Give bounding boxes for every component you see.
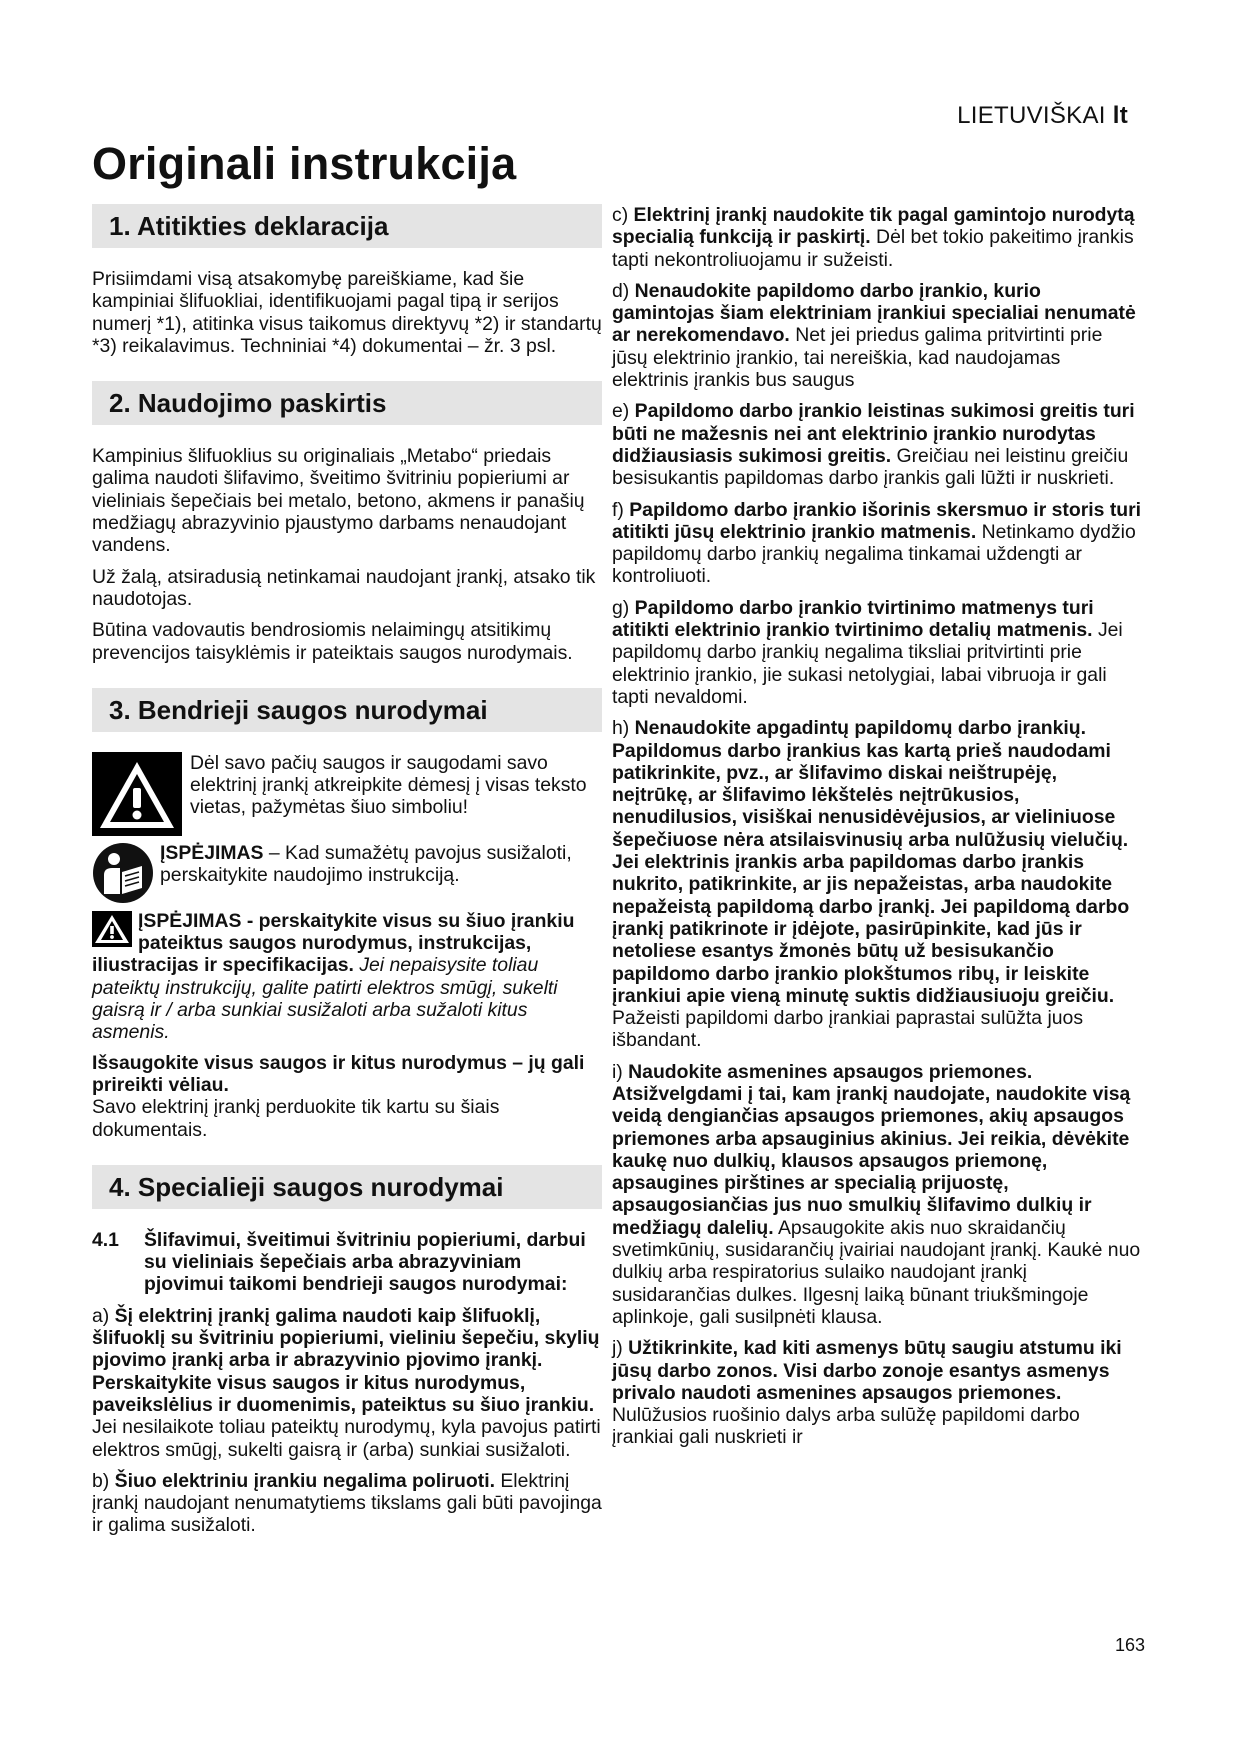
keep-instructions-bold: Išsaugokite visus saugos ir kitus nurodymus – jų gali prireikti vėliau. bbox=[92, 1051, 585, 1096]
rule-e-bold: Papildomo darbo įrankio leistinas sukimosi greitis turi būti ne mažesnis nei ant elektrinio įrankio nurodytas didžiausiasis sukimosi greitis. bbox=[612, 400, 1135, 467]
rule-c bbox=[612, 204, 1142, 271]
rule-e bbox=[612, 400, 1142, 489]
language-code: lt bbox=[1112, 102, 1128, 129]
rule-a bbox=[92, 1305, 602, 1461]
rule-c-text: Dėl bet tokio pakeitimo įrankis tapti nekontroliuojamu ir sužeisti. bbox=[612, 226, 1134, 271]
rule-b bbox=[92, 1470, 602, 1537]
rule-g-label: g) bbox=[612, 596, 635, 619]
rule-f-text: Netinkamo dydžio papildomų darbo įrankių negalima tinkamai uždengti ar kontroliuoti. bbox=[612, 520, 1136, 588]
section-1-heading: 1. Atitikties deklaracija bbox=[92, 204, 602, 248]
section-4-heading: 4. Specialieji saugos nurodymai bbox=[92, 1165, 602, 1209]
section-2-heading: 2. Naudojimo paskirtis bbox=[92, 381, 602, 425]
subsection-title: Šlifavimui, šveitimui švitriniu popieriumi, darbui su vieliniais šepečiais arba abrazyviniam pjovimui taikomi bendrieji saugos nurodymai: bbox=[144, 1228, 586, 1296]
read-manual-icon bbox=[92, 842, 154, 904]
page-number: 163 bbox=[1115, 1635, 1146, 1655]
rule-c-label: c) bbox=[612, 204, 634, 226]
attention-symbol-row bbox=[92, 752, 602, 836]
section-2-paragraph-2: Už žalą, atsiradusią netinkamai naudojant įrankį, atsako tik naudotojas. bbox=[92, 565, 596, 610]
rule-f-bold: Papildomo darbo įrankio išorinis skersmuo ir storis turi atitikti jūsų elektrinio įrankio matmenis. bbox=[612, 498, 1142, 543]
rule-g-text: Jei papildomų darbo įrankių negalima tiksliai pritvirtinti prie elektrinio įrankio, jie sukasi netolygiai, labai vibruoja ir gali tapti nevaldomi. bbox=[612, 619, 1123, 708]
rule-d-text: Net jei priedus galima pritvirtinti prie jūsų elektrinio įrankio, tai nereiškia, kad naudojamas elektrinis įrankis bus saugus bbox=[612, 324, 1103, 392]
warning-triangle-icon bbox=[92, 752, 182, 836]
left-column bbox=[92, 204, 602, 1546]
rule-h-bold: Nenaudokite apgadintų papildomų darbo įrankių. Papildomus darbo įrankius kas kartą prieš naudodami patikrinkite, pvz., ar šlifavimo diskai neištrupėję, neįtrūkę, ar šlifavimo lėkštelės neįtrūkusios, nenudilusios, visiškai nenusidėvėjusios, ar vieliniuose šepečiuose nėra atsilaisvinusių arba nulūžusių vielučių. Jei elektrinis įrankis arba papildomas darbo įrankis nukrito, patikrinkite, ar jis nepažeistas, arba naudokite nepažeistą papildomą darbo įrankį. Jei papildomą darbo įrankį patikrinote ir įdėjote, pasirūpinkite, kad jūs ir netoliese esantys žmonės būtų už besisukančio papildomo darbo įrankio plokštumos ribų, ir leiskite įrankiui apie vieną minutę suktis didžiausiuoju greičiu. bbox=[612, 717, 1130, 1007]
rule-f-label: f) bbox=[612, 498, 630, 521]
rule-a-text: Jei nesilaikote toliau pateiktų nurodymų, kyla pavojus patirti elektros smūgį, sukelti gaisrą ir (arba) sunkiai susižaloti. bbox=[92, 1416, 601, 1461]
rule-i bbox=[612, 1061, 1142, 1329]
subsection-number: 4.1 bbox=[92, 1228, 119, 1251]
rule-d-label: d) bbox=[612, 279, 635, 302]
attention-symbol-text: Dėl savo pačių saugos ir saugodami savo elektrinį įrankį atkreipkite dėmesį į visas teksto vietas, pažymėtas šiuo simboliu! bbox=[190, 751, 587, 819]
rule-b-bold: Šiuo elektriniu įrankiu negalima poliruoti. bbox=[114, 1469, 495, 1492]
rule-j-bold: Užtikrinkite, kad kiti asmenys būtų saugiu atstumu iki jūsų darbo zonos. Visi darbo zonoje esantys asmenys privalo naudoti asmenines apsaugos priemones. bbox=[612, 1337, 1122, 1404]
section-3-heading: 3. Bendrieji saugos nurodymai bbox=[92, 688, 602, 732]
language-header bbox=[957, 102, 1128, 130]
keep-instructions-text: Savo elektrinį įrankį perduokite tik kartu su šiais dokumentais. bbox=[92, 1096, 500, 1141]
rule-c-bold: Elektrinį įrankį naudokite tik pagal gamintojo nurodytą specialią funkciją ir paskirtį. bbox=[612, 204, 1135, 249]
section-2-paragraph-1: Kampinius šlifuoklius su originaliais „Metabo“ priedais galima naudoti šlifavimo, šveitimo švitriniu popieriumi ar vieliniais šepečiais bei metalo, betono, akmens ir panašių medžiagų abrazyvinio pjaustymo darbams nenaudojant vandens. bbox=[92, 445, 585, 557]
document-title: Originali instrukcija bbox=[92, 138, 517, 189]
rule-i-bold: Naudokite asmenines apsaugos priemones. Atsižvelgdami į tai, kam įrankį naudojate, naudokite visą veidą dengiančias apsaugos priemones, akių apsaugos priemones arba apsauginius akinius. Jei reikia, dėvėkite kaukę nuo dulkių, klausos apsaugos priemonę, apsaugines pirštines ar specialią prijuostę, apsaugosiančias jus nuo smulkių šlifavimo dulkių ir medžiagų dalelių. bbox=[612, 1060, 1131, 1239]
rule-f bbox=[612, 499, 1142, 588]
rule-j-label: j) bbox=[612, 1337, 629, 1360]
read-manual-row bbox=[92, 842, 602, 904]
rule-d-bold: Nenaudokite papildomo darbo įrankio, kurio gamintojas šiam elektriniam įrankiui specialiai nenumatė ar nerekomendavo. bbox=[612, 279, 1136, 347]
rule-d bbox=[612, 280, 1142, 391]
rule-a-label: a) bbox=[92, 1304, 115, 1327]
rule-e-label: e) bbox=[612, 400, 635, 423]
rule-h bbox=[612, 717, 1142, 1051]
rule-e-text: Greičiau nei leistinu greičiu besisukantis papildomas darbo įrankis gali lūžti ir nuskrieti. bbox=[612, 444, 1129, 490]
rule-i-label: i) bbox=[612, 1060, 629, 1083]
warning-label: ĮSPĖJIMAS bbox=[160, 841, 264, 864]
rule-g bbox=[612, 597, 1142, 708]
read-manual-text bbox=[160, 842, 602, 887]
rule-h-label: h) bbox=[612, 717, 635, 740]
read-manual-instruction: – Kad sumažėtų pavojus susižaloti, perskaitykite naudojimo instrukciją. bbox=[160, 841, 572, 887]
language-name: LIETUVIŠKAI bbox=[957, 102, 1106, 129]
keep-instructions-paragraph bbox=[92, 1052, 602, 1141]
right-column bbox=[612, 204, 1142, 1458]
general-warning-italic: Jei nepaisysite toliau pateiktų instrukcijų, galite patirti elektros smūgį, sukelti gaisrą ir / arba sunkiai susižaloti arba sužaloti kitus asmenis. bbox=[92, 954, 558, 1044]
rule-g-bold: Papildomo darbo įrankio tvirtinimo matmenys turi atitikti elektrinio įrankio tvirtinimo detalių matmenis. bbox=[612, 596, 1094, 642]
rule-j bbox=[612, 1337, 1142, 1448]
rule-b-label: b) bbox=[92, 1469, 115, 1492]
section-2-paragraph-3: Būtina vadovautis bendrosiomis nelaimingų atsitikimų prevencijos taisyklėmis ir pateiktais saugos nurodymais. bbox=[92, 619, 573, 664]
rule-j-text: Nulūžusios ruošinio dalys arba sulūžę papildomi darbo įrankiai gali nuskrieti ir bbox=[612, 1404, 1080, 1449]
general-warning-paragraph bbox=[92, 910, 602, 1044]
small-warning-triangle-icon bbox=[92, 911, 132, 947]
general-warning-bold: ĮSPĖJIMAS - perskaitykite visus su šiuo įrankiu pateiktus saugos nurodymus, instrukcijas, iliustracijas ir specifikacijas. bbox=[92, 909, 575, 977]
section-1-paragraph: Prisiimdami visą atsakomybę pareiškiame, kad šie kampiniai šlifuokliai, identifikuojami pagal tipą ir serijos numerį *1), atitinka visus taikomus direktyvų *2) ir standartų *3) reikalavimus. Techniniai *4) dokumentai – žr. 3 psl. bbox=[92, 268, 602, 357]
rule-a-bold: Šį elektrinį įrankį galima naudoti kaip šlifuoklį, šlifuoklį su švitriniu popieriumi, vieliniu šepečiu, skylių pjovimo įrankį arba ir abrazyvinio pjovimo įrankį. Perskaitykite visus saugos ir kitus nurodymus, paveikslėlius ir duomenimis, pateiktus su šiuo įrankiu. bbox=[92, 1304, 600, 1416]
rule-i-text: Apsaugokite akis nuo skraidančių svetimkūnių, susidarančių įvairiai naudojant įrankį. Kaukė nuo dulkių arba respiratorius sulaiko naudojant įrankį susidarančias dulkes. Ilgesnį laiką būnant triukšmingoje aplinkoje, gali susilpnėti klausa. bbox=[612, 1216, 1141, 1328]
rule-h-text: Pažeisti papildomi darbo įrankiai paprastai sulūžta juos išbandant. bbox=[612, 1007, 1084, 1052]
rule-b-text: Elektrinį įrankį naudojant nenumatytiems tikslams gali būti pavojinga ir galima susižaloti. bbox=[92, 1469, 602, 1537]
subsection-4-1 bbox=[92, 1229, 602, 1296]
